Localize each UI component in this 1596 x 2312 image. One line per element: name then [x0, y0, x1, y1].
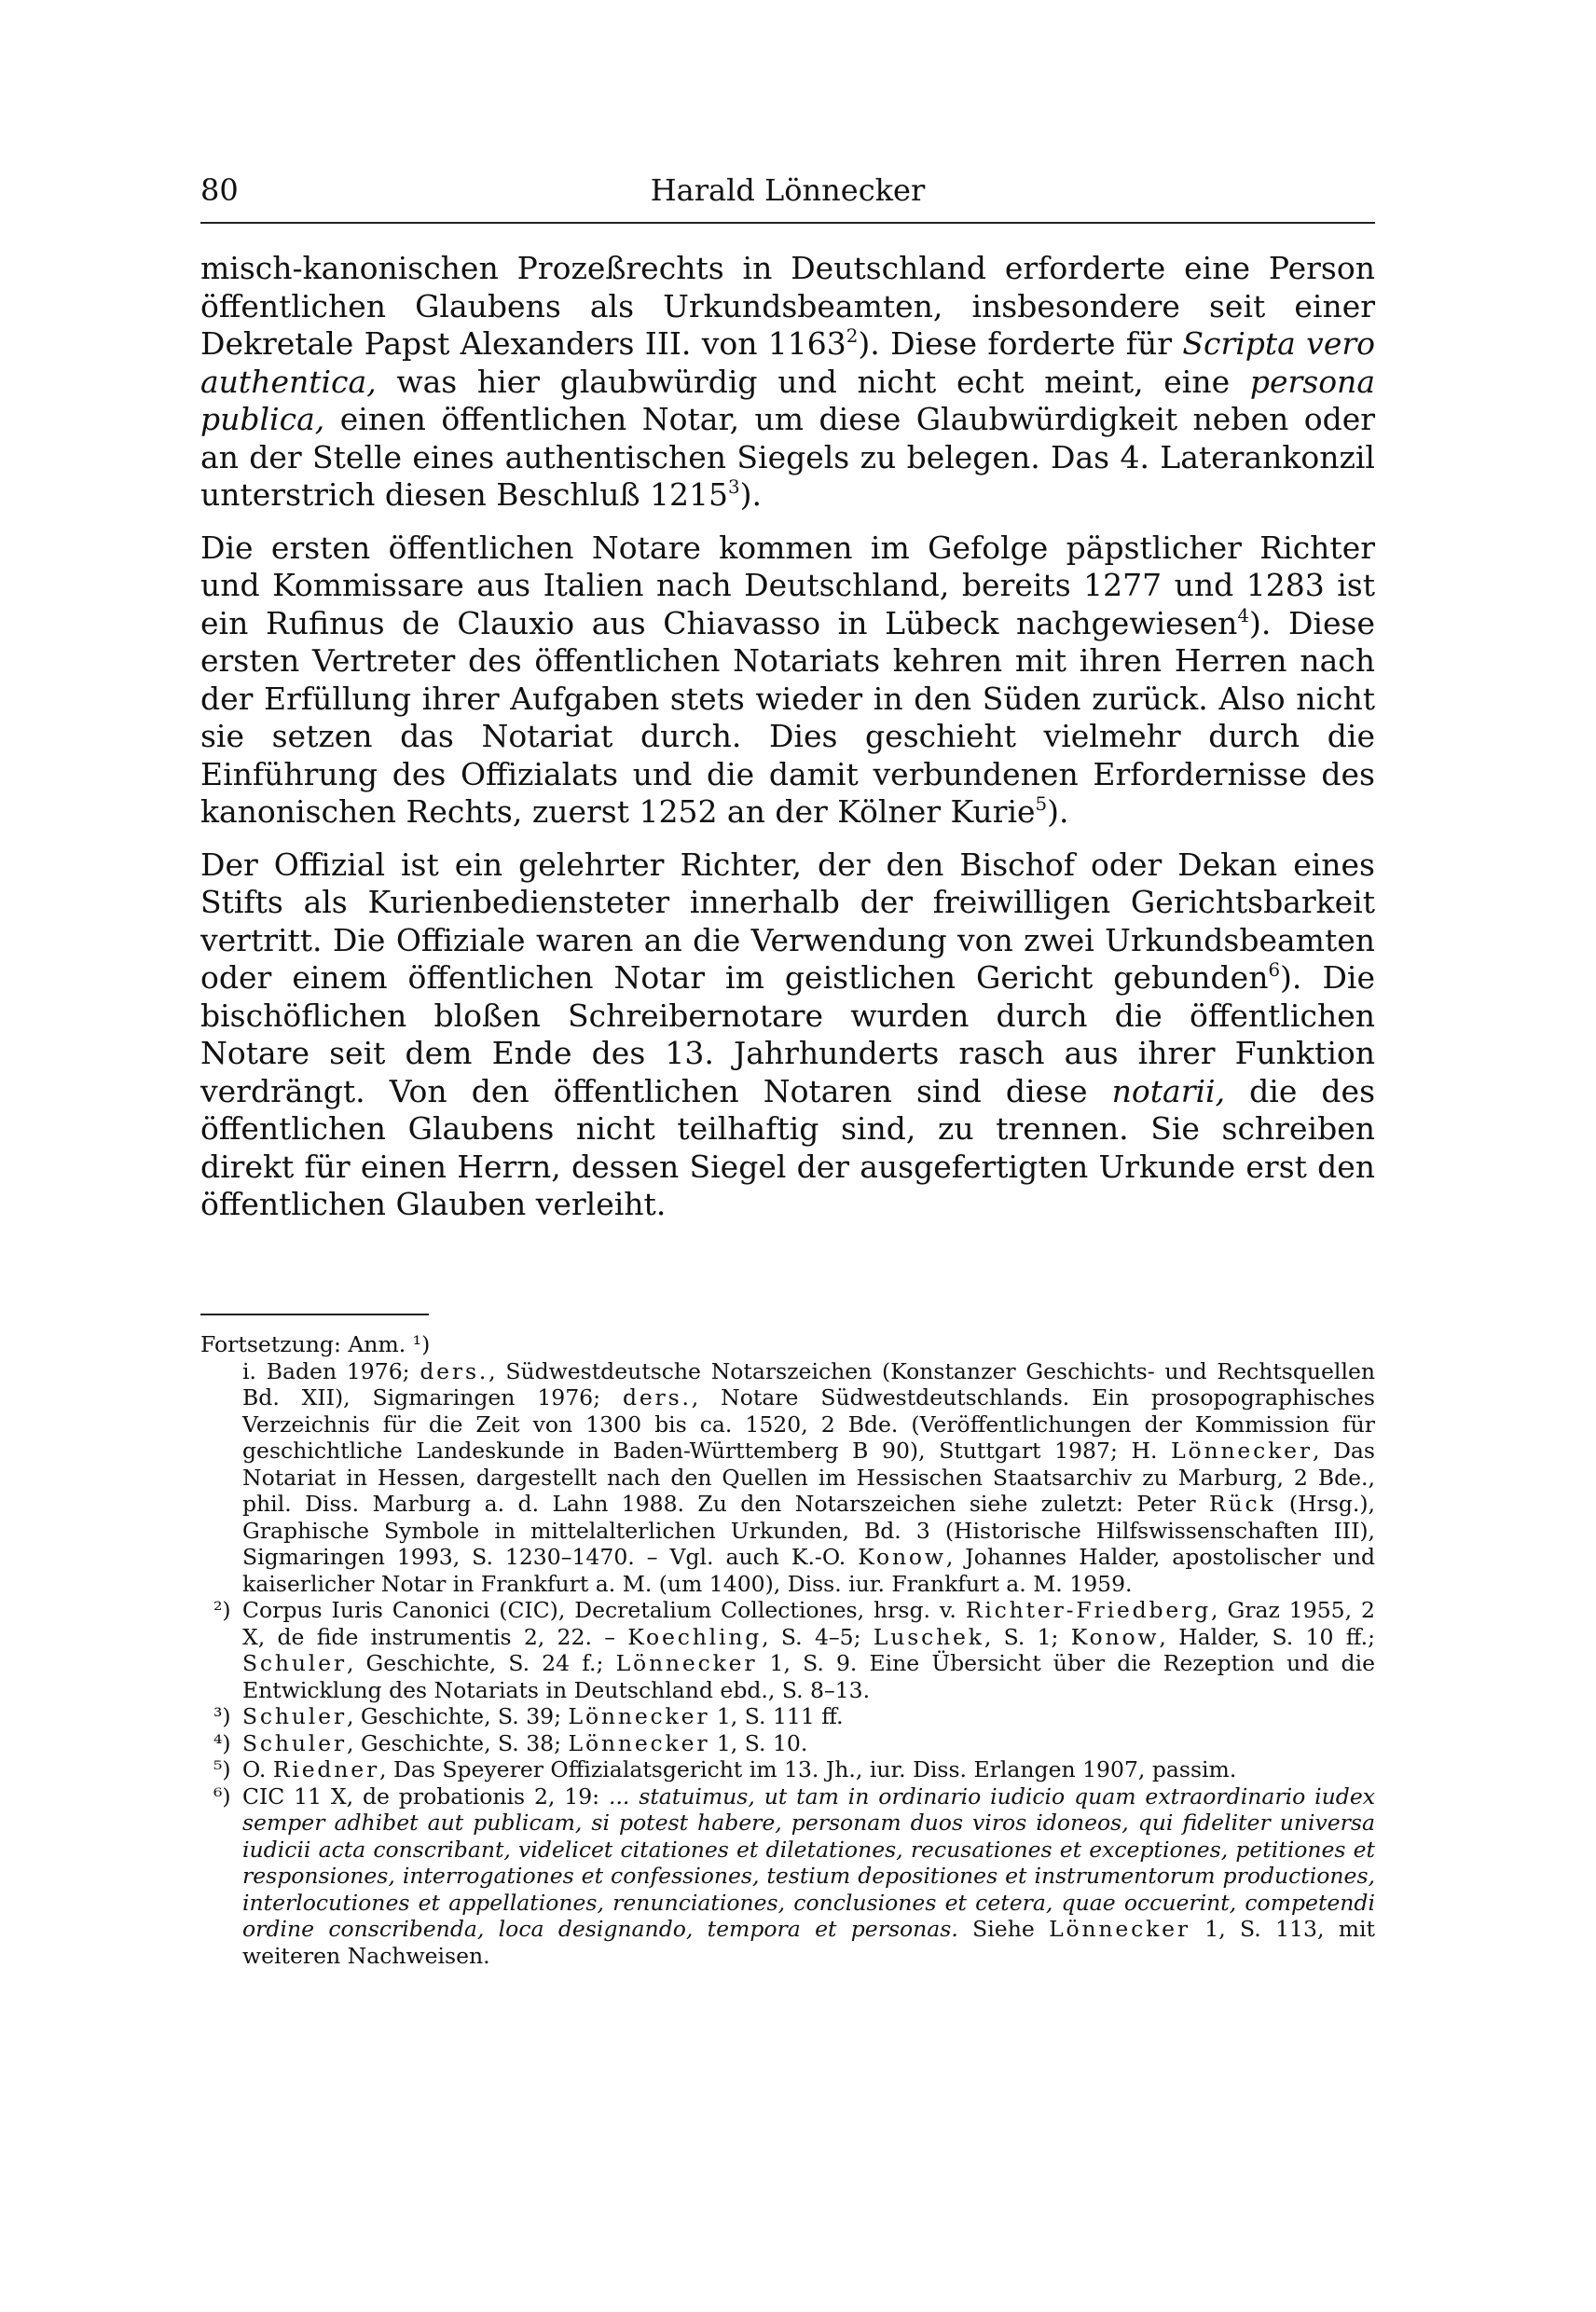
body-text — [200, 250, 1375, 1239]
text-run: die des öffentlichen Glaubens nicht teilhaftig sind, zu trennen. Sie schreiben direkt für einen Herrn, dessen Siegel der ausgefertigten Urkunde erst den öffentlichen Glauben verleiht. — [200, 1072, 1376, 1222]
text-run: 1, S. 111 ff. — [709, 1703, 844, 1729]
italic-text: ... statuimus, ut tam in ordinario iudicio quam extraordinario iudex semper adhibet aut publicam, si potest habere, personam duos viros idoneos, qui fideliter universa iudicii acta conscribant, videlicet citationes et diletationes, recusationes et exceptiones, petitiones et responsiones, interrogationes et confessiones, testium depositiones et instrumentorum productiones, interlocutiones et appellationes, renunciationes, conclusiones et cetera, quae occuerint, competendi ordine conscribenda, loca designando, tempora et personas. — [242, 1782, 1375, 1942]
body-paragraph — [200, 530, 1375, 832]
footnote-ref: 3 — [728, 476, 740, 499]
text-run: Die ersten öffentlichen Notare kommen im Gefolge päpstlicher Richter und Kommissare aus Italien nach Deutschland, bereits 1277 und 1283 ist ein Rufinus de Clauxio aus Chiavasso in Lübeck nachgewiesen — [200, 529, 1375, 641]
text-run: , S. 1; — [984, 1623, 1071, 1650]
text-run: 1, S. 9. Eine Übersicht über die Rezeption und die Entwicklung des Notariats in Deutschland ebd., S. 8–13. — [242, 1650, 1375, 1703]
author-name: Lönnecker — [615, 1650, 758, 1676]
author-name: Rück — [1208, 1491, 1276, 1517]
footnote — [200, 1358, 1375, 1598]
text-run: ). — [739, 476, 762, 513]
footnote-mark: ²) — [213, 1597, 231, 1623]
author-name: Lönnecker — [568, 1703, 710, 1729]
text-run: Corpus Iuris Canonici (CIC), Decretalium Collectiones, hrsg. v. — [242, 1597, 966, 1623]
footnote-ref: 5 — [1035, 793, 1048, 816]
footnote-ref: 2 — [846, 325, 859, 348]
footnote-ref: 6 — [1268, 959, 1281, 982]
text-run: , Geschichte, S. 39; — [346, 1703, 569, 1729]
footnote — [200, 1730, 1375, 1757]
body-paragraph — [200, 846, 1375, 1224]
footnote — [200, 1703, 1375, 1730]
footnotes — [200, 1331, 1375, 1969]
footnote-continuation-label: Fortsetzung: Anm. ¹) — [200, 1331, 431, 1357]
author-name: Schuler — [242, 1703, 347, 1729]
footnote-mark: ⁶) — [213, 1782, 231, 1810]
text-run: , Halder, S. 10 ff.; — [1159, 1623, 1375, 1650]
text-run: ). Die bischöflichen bloßen Schreibernotare wurden durch die öffentlichen Notare seit dem Ende des 13. Jahrhunderts rasch aus ihrer Funktion verdrängt. Von den öffentlichen Notaren sind diese — [200, 959, 1375, 1109]
author-name: Koechling — [627, 1623, 763, 1650]
text-run: Der Offizial ist ein gelehrter Richter, der den Bischof oder Dekan eines Stifts als Kurienbediensteter innerhalb der freiwilligen Gerichtsbarkeit vertritt. Die Offiziale waren an die Verwendung von zwei Urkundsbeamten oder einem öffentlichen Notar im geistlichen Gericht gebunden — [200, 846, 1375, 996]
text-run: Siehe — [957, 1916, 1050, 1942]
text-run: misch-kanonischen Prozeßrechts in Deutschland erforderte eine Person öffentlichen Glaubens als Urkundsbeamten, insbesondere seit einer Dekretale Papst Alexanders III. von 1163 — [200, 250, 1375, 362]
footnote — [200, 1597, 1375, 1703]
running-head: Harald Lönnecker — [650, 172, 926, 208]
footnote — [200, 1756, 1375, 1783]
italic-text: Scripta vero authentica, — [200, 325, 1375, 400]
text-run: , Geschichte, S. 38; — [346, 1729, 569, 1756]
author-name: ders. — [622, 1384, 692, 1411]
text-run: O. — [242, 1756, 273, 1782]
footnote-rule — [200, 1314, 429, 1315]
page-number: 80 — [200, 172, 239, 208]
body-paragraph — [200, 250, 1375, 515]
author-name: Konow — [858, 1544, 946, 1570]
author-name: Lönnecker — [1171, 1438, 1313, 1464]
text-run: , Das Speyerer Offizialatsgericht im 13. Jh., iur. Diss. Erlangen 1907, passim. — [379, 1756, 1237, 1782]
author-name: ders. — [420, 1357, 489, 1384]
page-header — [200, 170, 1375, 224]
footnote-ref: 4 — [1237, 604, 1249, 626]
author-name: Konow — [1070, 1623, 1160, 1650]
text-run: ). Diese ersten Vertreter des öffentlichen Notariats kehren mit ihren Herren nach der Erfüllung ihrer Aufgaben stets wieder in den Süden zurück. Also nicht sie setzen das Notariat durch. Dies geschieht vielmehr durch die Einführung des Offizialats und die damit verbundenen Erfordernisse des kanonischen Rechts, zuerst 1252 an der Kölner Kurie — [200, 604, 1375, 830]
author-name: Schuler — [242, 1650, 347, 1676]
author-name: Lönnecker — [568, 1729, 710, 1756]
text-run: CIC 11 X, de probationis 2, 19: — [242, 1782, 609, 1810]
text-run: ). — [1047, 793, 1069, 830]
text-run: , S. 4–5; — [762, 1623, 874, 1650]
text-run: , Johannes Halder, apostolischer und kaiserlicher Notar in Frankfurt a. M. (um 1400), Diss. iur. Frankfurt a. M. 1959. — [242, 1544, 1375, 1597]
text-run: , Das Notariat in Hessen, dargestellt nach den Quellen im Hessischen Staatsarchiv zu Marburg, 2 Bde., phil. Diss. Marburg a. d. Lahn 1988. Zu den Notarszeichen siehe zuletzt: Peter — [242, 1438, 1375, 1517]
text-run: , Graz 1955, 2 X, de fide instrumentis 2, 22. – — [242, 1597, 1375, 1650]
text-run: was hier glaubwürdig und nicht echt meint, eine — [376, 363, 1250, 400]
footnote — [200, 1783, 1375, 1970]
italic-text: persona publica, — [200, 363, 1375, 437]
text-run: i. Baden 1976; — [242, 1357, 420, 1384]
text-run: ). Diese forderte für — [858, 325, 1183, 362]
text-run: , Südwestdeutsche Notarszeichen (Konstanzer Geschichts- und Rechtsquellen Bd. XII), Sigmaringen 1976; — [242, 1357, 1375, 1411]
text-run: 1, S. 113, mit weiteren Nachweisen. — [242, 1916, 1375, 1969]
text-run: , Geschichte, S. 24 f.; — [346, 1650, 616, 1676]
author-name: Riedner — [272, 1756, 380, 1782]
author-name: Schuler — [242, 1729, 347, 1756]
author-name: Luschek — [873, 1623, 984, 1650]
text-run: 1, S. 10. — [709, 1729, 808, 1756]
author-name: Richter-Friedberg — [965, 1597, 1212, 1623]
footnote-mark: ⁴) — [213, 1729, 231, 1756]
author-name: Lönnecker — [1049, 1916, 1190, 1942]
footnote-mark: ³) — [213, 1703, 231, 1729]
text-run: (Hrsg.), Graphische Symbole in mittelalterlichen Urkunden, Bd. 3 (Historische Hilfswissenschaften III), Sigmaringen 1993, S. 1230–1470. – Vgl. auch K.-O. — [242, 1491, 1376, 1570]
text-run: einen öffentlichen Notar, um diese Glaubwürdigkeit neben oder an der Stelle eines authentischen Siegels zu belegen. Das 4. Laterankonzil unterstrich diesen Beschluß 1215 — [200, 401, 1375, 513]
footnote-mark: ⁵) — [213, 1756, 231, 1782]
text-run: , Notare Südwestdeutschlands. Ein prosopographisches Verzeichnis für die Zeit von 1300 bis ca. 1520, 2 Bde. (Veröffentlichungen der Kommission für geschichtliche Landeskunde in Baden-Württemberg B 90), Stuttgart 1987; H. — [242, 1384, 1375, 1464]
italic-text: notarii, — [1111, 1072, 1226, 1109]
